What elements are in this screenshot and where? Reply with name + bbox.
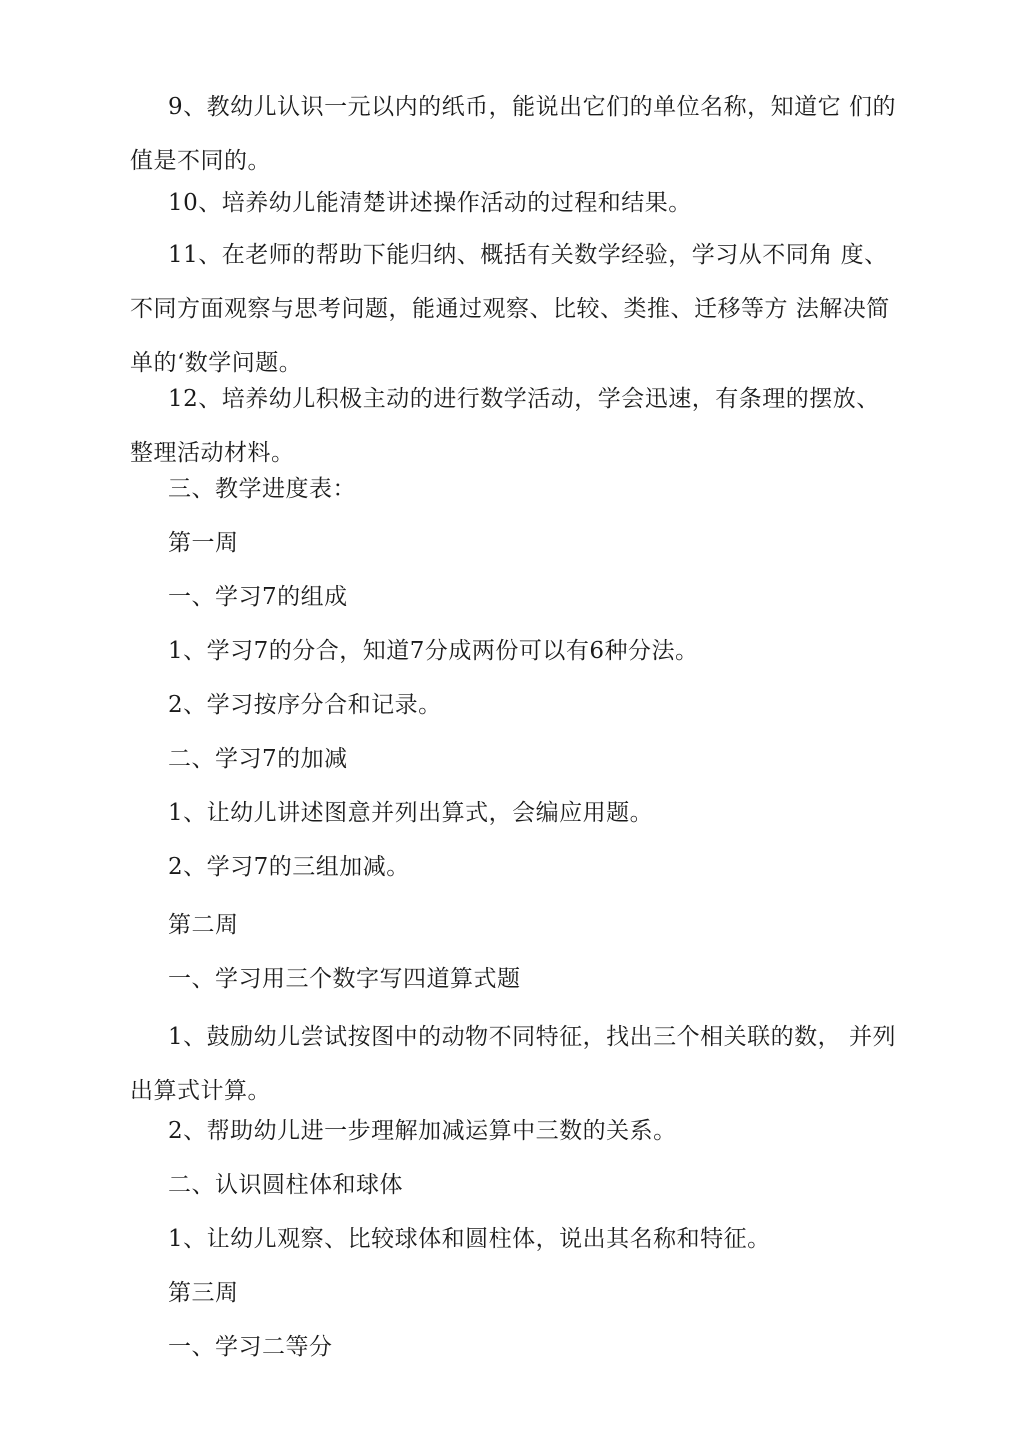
paragraph-item-11: 11、在老师的帮助下能归纳、概括有关数学经验，学习从不同角 度、不同方面观察与思考问题，能通过观察、比较、类推、迁移等方 法解决简单的‘数学问题。: [130, 242, 890, 376]
section-heading-schedule: 三、教学进度表：: [168, 476, 356, 502]
paragraph-item-10: 10、培养幼儿能清楚讲述操作活动的过程和结果。: [168, 190, 692, 216]
week-heading-1: 第一周: [168, 530, 239, 556]
paragraph-item-12: 12、培养幼儿积极主动的进行数学活动，学会迅速，有条理的摆放、整理活动材料。: [130, 386, 880, 466]
topic-heading: 二、学习7的加减: [168, 746, 348, 772]
list-item: 2、学习按序分合和记录。: [168, 692, 442, 718]
week-heading-2: 第二周: [168, 912, 239, 938]
topic-heading: 一、学习二等分: [168, 1334, 333, 1360]
week-heading-3: 第三周: [168, 1280, 239, 1306]
topic-heading: 一、学习用三个数字写四道算式题: [168, 966, 521, 992]
list-item: 1、让幼儿观察、比较球体和圆柱体，说出其名称和特征。: [168, 1226, 771, 1252]
paragraph-item-9: 9、教幼儿认识一元以内的纸币，能说出它们的单位名称，知道它 们的值是不同的。: [130, 94, 896, 174]
topic-heading: 一、学习7的组成: [168, 584, 348, 610]
topic-heading: 二、认识圆柱体和球体: [168, 1172, 403, 1198]
list-item: 1、学习7的分合，知道7分成两份可以有6种分法。: [168, 638, 699, 664]
list-item: 1、让幼儿讲述图意并列出算式，会编应用题。: [168, 800, 654, 826]
list-item: 2、帮助幼儿进一步理解加减运算中三数的关系。: [168, 1118, 677, 1144]
list-item: 1、鼓励幼儿尝试按图中的动物不同特征，找出三个相关联的数， 并列出算式计算。: [130, 1024, 896, 1104]
list-item: 2、学习7的三组加减。: [168, 854, 410, 880]
